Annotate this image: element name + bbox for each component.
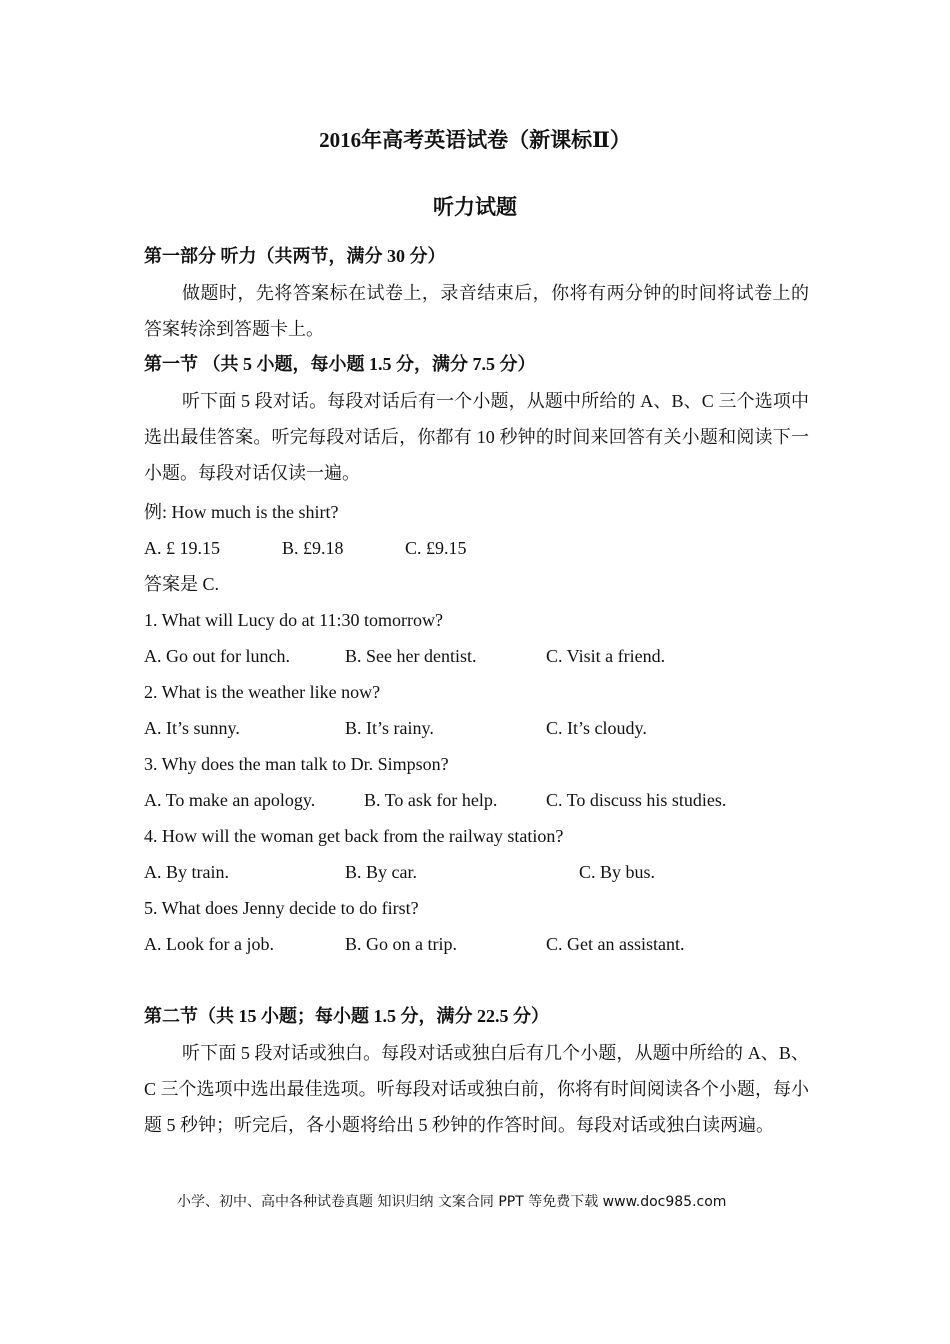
section2-intro: 听下面 5 段对话或独白。每段对话或独白后有几个小题，从题中所给的 A、B、C 三个选项中选出最佳选项。听每段对话或独白前，你将有时间阅读各个小题，每小题 5 秒钟；听完后，各小题将给出 5 秒钟的作答时间。每段对话或独白读两遍。 [144,1043,809,1135]
question-2-option-a: A. It’s sunny. [144,718,240,738]
question-4-option-a: A. By train. [144,862,229,882]
example-option-a: A. £ 19.15 [144,538,220,558]
question-4-option-c: C. By bus. [579,862,656,882]
page-footer: 小学、初中、高中各种试卷真题 知识归纳 文案合同 PPT 等免费下载 www.doc985.com [177,1194,727,1210]
question-1: 1. What will Lucy do at 11:30 tomorrow? [144,610,443,630]
section2-heading: 第二节（共 15 小题；每小题 1.5 分，满分 22.5 分） [144,1006,549,1026]
question-4-option-b: B. By car. [345,862,417,882]
example-option-b: B. £9.18 [282,538,344,558]
example-option-c: C. £9.15 [405,538,467,558]
question-1-option-a: A. Go out for lunch. [144,646,290,666]
question-5-option-c: C. Get an assistant. [546,934,685,954]
part1-intro: 做题时，先将答案标在试卷上，录音结束后，你将有两分钟的时间将试卷上的答案转涂到答题卡上。 [144,283,809,339]
question-3: 3. Why does the man talk to Dr. Simpson? [144,754,449,774]
question-4: 4. How will the woman get back from the railway station? [144,826,564,846]
question-5-option-b: B. Go on a trip. [345,934,457,954]
question-2: 2. What is the weather like now? [144,682,381,702]
page-title: 2016年高考英语试卷（新课标Ⅱ） [319,128,631,152]
question-1-option-c: C. Visit a friend. [546,646,666,666]
question-3-option-a: A. To make an apology. [144,790,316,810]
question-5: 5. What does Jenny decide to do first? [144,898,419,918]
question-2-option-b: B. It’s rainy. [345,718,434,738]
question-3-option-c: C. To discuss his studies. [546,790,727,810]
page-subtitle: 听力试题 [433,195,517,219]
question-1-option-b: B. See her dentist. [345,646,477,666]
example-question: 例: How much is the shirt? [144,502,339,522]
part1-heading: 第一部分 听力（共两节，满分 30 分） [144,246,446,266]
example-answer: 答案是 C. [144,574,220,594]
section1-heading: 第一节 （共 5 小题，每小题 1.5 分，满分 7.5 分） [144,354,536,374]
question-3-option-b: B. To ask for help. [364,790,498,810]
question-2-option-c: C. It’s cloudy. [546,718,647,738]
question-5-option-a: A. Look for a job. [144,934,274,954]
section1-intro: 听下面 5 段对话。每段对话后有一个小题，从题中所给的 A、B、C 三个选项中选出最佳答案。听完每段对话后，你都有 10 秒钟的时间来回答有关小题和阅读下一小题。每段对话仅读一遍。 [144,391,809,483]
